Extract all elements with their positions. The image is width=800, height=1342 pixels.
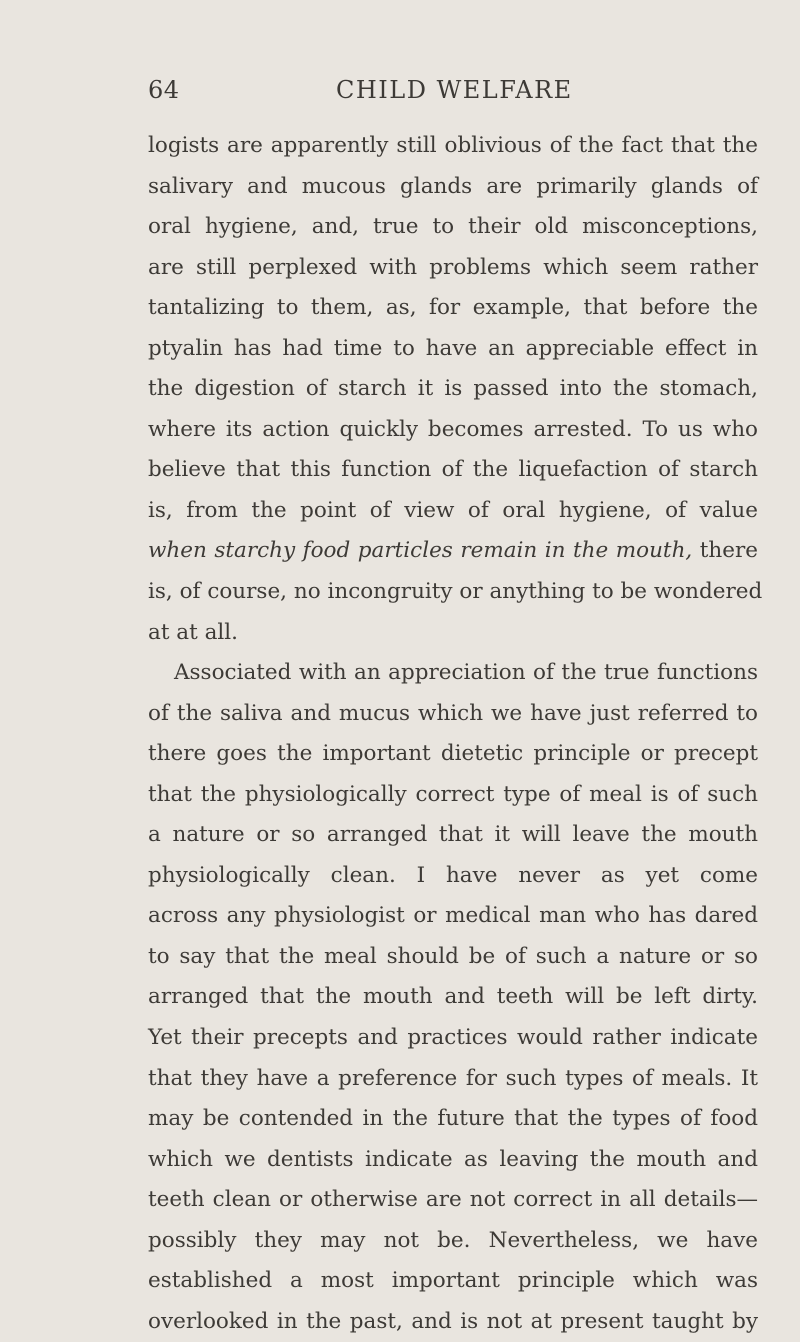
text-line: overlooked in the past, and is not at present taught by [148, 1308, 758, 1334]
text-line: teeth clean or otherwise are not correct in all details— [148, 1187, 758, 1213]
text-line: which we dentists indicate as leaving the mouth and [148, 1146, 758, 1172]
text-line: may be contended in the future that the types of food [148, 1106, 758, 1132]
italic-phrase: when starchy food particles remain in the mouth, [148, 538, 693, 564]
text-fragment: there [699, 538, 759, 564]
text-line: to say that the meal should be of such a nature or so [148, 943, 758, 969]
text-line: possibly they may not be. Nevertheless, we have [148, 1227, 758, 1253]
text-line: established a most important principle which was [148, 1268, 758, 1294]
text-line: Yet their precepts and practices would rather indicate [148, 1025, 758, 1051]
text-line: of the saliva and mucus which we have just referred to [148, 700, 758, 726]
text-line: at at all. [148, 619, 238, 645]
text-line: the digestion of starch it is passed into the stomach, [148, 376, 758, 402]
text-line: believe that this function of the liquefaction of starch [148, 457, 758, 483]
page-number: 64 [148, 76, 180, 104]
text-line: are still perplexed with problems which seem rather [148, 254, 758, 280]
text-line: is, of course, no incongruity or anything to be wondered [148, 579, 763, 605]
text-line: that they have a preference for such types of meals. It [148, 1065, 758, 1091]
text-line: arranged that the mouth and teeth will be left dirty. [148, 984, 758, 1010]
text-line: where its action quickly becomes arrested. To us who [148, 416, 758, 442]
body-text [148, 126, 763, 1342]
text-line: a nature or so arranged that it will leave the mouth [148, 822, 758, 848]
text-line: logists are apparently still oblivious of the fact that the [148, 133, 758, 158]
text-line: oral hygiene, and, true to their old misconceptions, [148, 214, 758, 240]
text-line: Associated with an appreciation of the true functions [174, 660, 758, 686]
text-line: tantalizing to them, as, for example, that before the [148, 295, 758, 321]
text-line: ptyalin has had time to have an appreciable effect in [148, 335, 758, 361]
text-line: physiologically clean. I have never as yet come [148, 862, 758, 888]
running-head [148, 76, 768, 110]
text-line: there goes the important dietetic principle or precept [148, 741, 758, 767]
text-line-italic [148, 531, 758, 572]
text-line: across any physiologist or medical man who has dared [148, 903, 758, 929]
running-title: CHILD WELFARE [336, 76, 573, 104]
text-line: is, from the point of view of oral hygiene, of value [148, 497, 758, 523]
text-line: salivary and mucous glands are primarily glands of [148, 173, 758, 199]
text-line: that the physiologically correct type of meal is of such [148, 781, 758, 807]
